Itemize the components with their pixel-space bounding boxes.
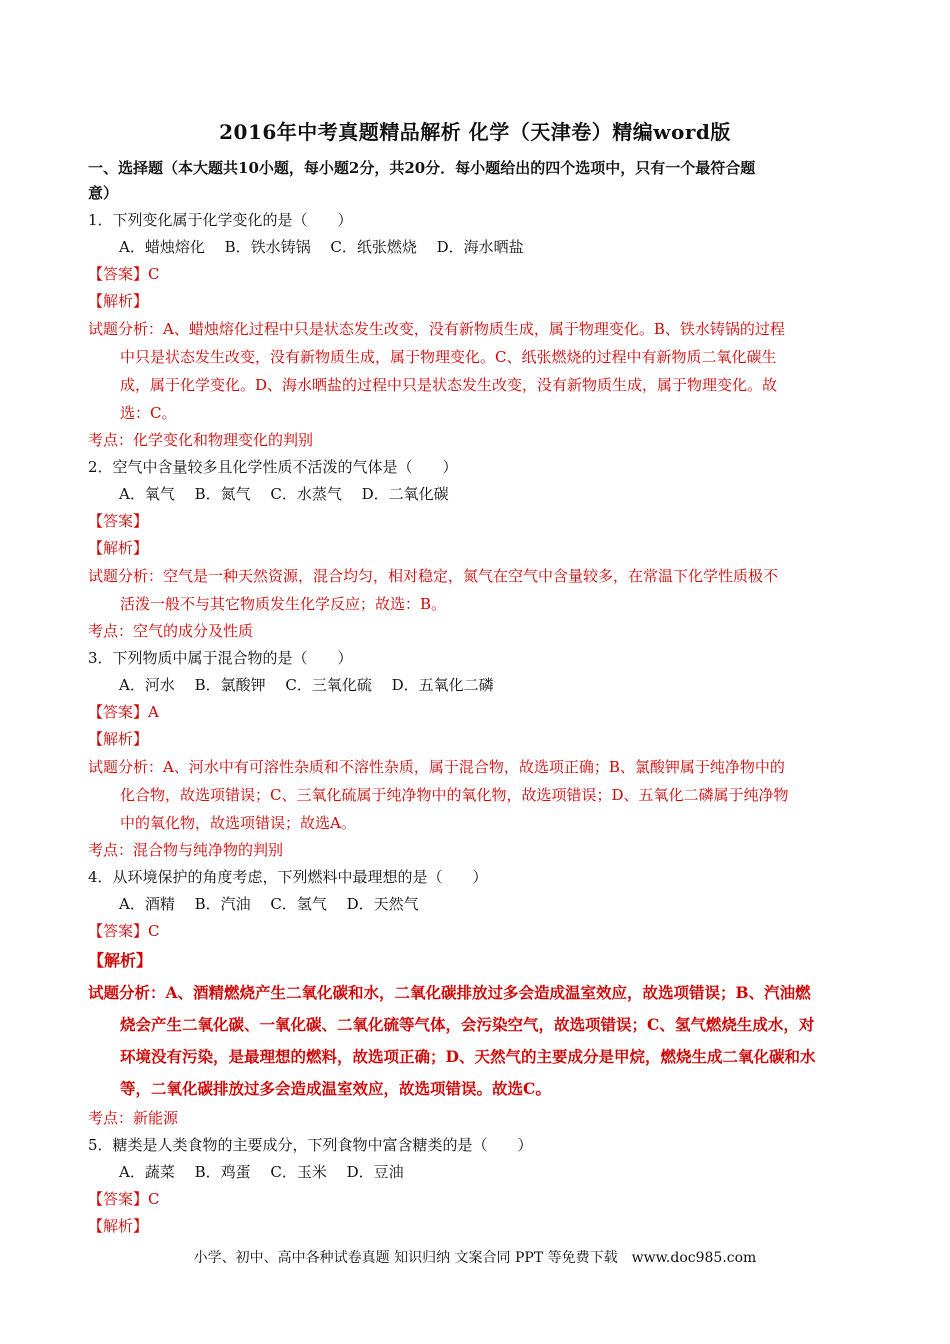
analysis-line: 等，二氧化碳排放过多会造成温室效应，故选项错误。故选C。 xyxy=(120,1079,551,1098)
question-5 xyxy=(88,1132,878,1240)
analysis-line: 中只是状态发生改变，没有新物质生成，属于物理变化。C、纸张燃烧的过程中有新物质二氧化碳生 xyxy=(120,348,777,366)
analysis-line: 试题分析：空气是一种天然资源，混合均匀，相对稳定，氮气在空气中含量较多，在常温下化学性质极不 xyxy=(88,567,779,585)
analysis-line: 选：C。 xyxy=(120,404,177,422)
analysis-line: 化合物，故选项错误；C、三氧化硫属于纯净物中的氧化物，故选项错误；D、五氧化二磷属于纯净物 xyxy=(120,786,789,804)
analysis-label: 【解析】 xyxy=(88,1217,149,1235)
analysis-label: 【解析】 xyxy=(88,539,149,557)
question-options: A．蜡烛熔化 B．铁水铸锅 C．纸张燃烧 D．海水晒盐 xyxy=(119,238,524,256)
analysis-text xyxy=(88,315,878,427)
analysis-line: 烧会产生二氧化碳、一氧化碳、二氧化硫等气体，会污染空气，故选项错误；C、氢气燃烧生成水，对 xyxy=(120,1015,815,1034)
page-footer: 小学、初中、高中各种试卷真题 知识归纳 文案合同 PPT 等免费下载 www.doc985.com xyxy=(193,1250,757,1266)
analysis-text xyxy=(88,562,878,618)
analysis-label: 【解析】 xyxy=(88,730,149,748)
question-2 xyxy=(88,454,878,645)
question-3 xyxy=(88,645,878,864)
section-header xyxy=(88,156,878,206)
question-options: A．氧气 B．氮气 C．水蒸气 D．二氧化碳 xyxy=(119,485,449,503)
question-text: 4．从环境保护的角度考虑，下列燃料中最理想的是（ ） xyxy=(88,868,488,886)
answer-label: 【答案】C xyxy=(88,922,160,940)
answer-label: 【答案】C xyxy=(88,1190,160,1208)
question-text: 3．下列物质中属于混合物的是（ ） xyxy=(88,649,353,667)
analysis-label: 【解析】 xyxy=(88,951,153,970)
analysis-line: 试题分析：A、酒精燃烧产生二氧化碳和水，二氧化碳排放过多会造成温室效应，故选项错误；B、汽油燃 xyxy=(88,983,811,1002)
document-title: 2016年中考真题精品解析 化学（天津卷）精编word版 xyxy=(219,120,731,144)
question-text: 2．空气中含量较多且化学性质不活泼的气体是（ ） xyxy=(88,458,458,476)
question-options: A．河水 B．氯酸钾 C．三氧化硫 D．五氧化二磷 xyxy=(119,676,494,694)
knowledge-point: 考点：新能源 xyxy=(88,1109,179,1127)
knowledge-point: 考点：空气的成分及性质 xyxy=(88,622,254,640)
question-4 xyxy=(88,864,878,1132)
answer-label: 【答案】A xyxy=(88,703,159,721)
analysis-line: 活泼一般不与其它物质发生化学反应；故选：B。 xyxy=(120,595,447,613)
knowledge-point: 考点：化学变化和物理变化的判别 xyxy=(88,431,314,449)
analysis-line: 试题分析：A、蜡烛熔化过程中只是状态发生改变，没有新物质生成，属于物理变化。B、铁水铸锅的过程 xyxy=(88,320,785,338)
analysis-line: 环境没有污染，是最理想的燃料，故选项正确；D、天然气的主要成分是甲烷，燃烧生成二氧化碳和水 xyxy=(120,1047,816,1066)
analysis-text xyxy=(88,977,878,1105)
analysis-text xyxy=(88,753,878,837)
answer-label: 【答案】C xyxy=(88,265,160,283)
knowledge-point: 考点：混合物与纯净物的判别 xyxy=(88,841,284,859)
question-text: 5．糖类是人类食物的主要成分，下列食物中富含糖类的是（ ） xyxy=(88,1136,533,1154)
section-header-line-2: 意） xyxy=(88,184,119,202)
question-options: A．蔬菜 B．鸡蛋 C．玉米 D．豆油 xyxy=(119,1163,404,1181)
analysis-label: 【解析】 xyxy=(88,292,149,310)
question-1 xyxy=(88,207,878,454)
section-header-line-1: 一、选择题（本大题共10小题，每小题2分，共20分．每小题给出的四个选项中，只有一个最符合题 xyxy=(88,159,756,177)
question-list xyxy=(88,207,878,1240)
answer-label: 【答案】 xyxy=(88,512,149,530)
analysis-line: 成，属于化学变化。D、海水晒盐的过程中只是状态发生改变，没有新物质生成，属于物理变化。故 xyxy=(120,376,778,394)
analysis-line: 试题分析：A、河水中有可溶性杂质和不溶性杂质，属于混合物，故选项正确；B、氯酸钾属于纯净物中的 xyxy=(88,758,785,776)
question-options: A．酒精 B．汽油 C．氢气 D．天然气 xyxy=(119,895,419,913)
question-text: 1．下列变化属于化学变化的是（ ） xyxy=(88,211,353,229)
analysis-line: 中的氧化物，故选项错误；故选A。 xyxy=(120,814,356,832)
